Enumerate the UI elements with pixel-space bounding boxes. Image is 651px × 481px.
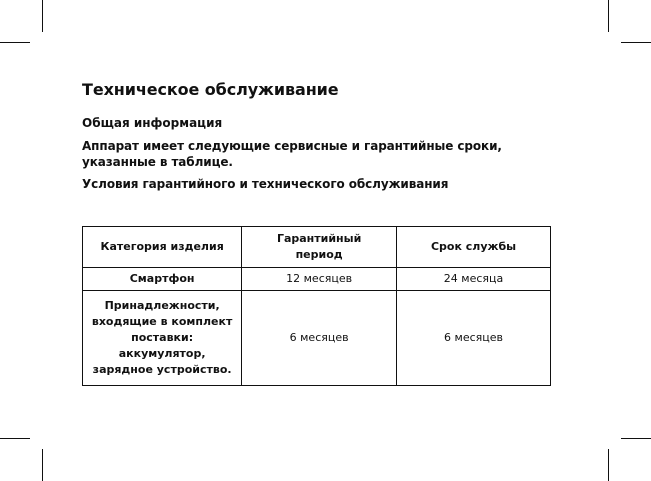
- crop-mark-top-right-horizontal: [621, 42, 651, 43]
- crop-mark-bottom-left-horizontal: [0, 438, 30, 439]
- cell-service-life: 24 месяца: [397, 268, 551, 291]
- cell-warranty: 12 месяцев: [242, 268, 397, 291]
- section-subtitle: Общая информация: [82, 116, 223, 130]
- cell-service-life: 6 месяцев: [397, 291, 551, 386]
- category-line: зарядное устройство.: [92, 363, 232, 376]
- page-title: Техническое обслуживание: [82, 80, 339, 99]
- intro-paragraph: Аппарат имеет следующие сервисные и гарантийные сроки, указанные в таблице.: [82, 139, 502, 169]
- crop-mark-bottom-left-vertical: [42, 449, 43, 481]
- crop-mark-top-left-vertical: [42, 0, 43, 32]
- category-line: входящие в комплект: [91, 315, 233, 328]
- crop-mark-top-right-vertical: [608, 0, 609, 32]
- header-warranty-period-text: Гарантийный период: [276, 232, 362, 261]
- crop-mark-bottom-right-horizontal: [621, 438, 651, 439]
- crop-mark-top-left-horizontal: [0, 42, 30, 43]
- crop-mark-bottom-right-vertical: [608, 449, 609, 481]
- category-line: поставки:: [131, 331, 194, 344]
- header-category: Категория изделия: [83, 227, 242, 268]
- category-line: Принадлежности,: [104, 299, 220, 312]
- category-line: Смартфон: [129, 272, 195, 285]
- cell-category: [83, 291, 242, 386]
- warranty-table: [82, 226, 551, 386]
- cell-category: [83, 268, 242, 291]
- table-header-row: [83, 227, 551, 268]
- table-row: [83, 268, 551, 291]
- cell-warranty: 6 месяцев: [242, 291, 397, 386]
- header-service-life: Срок службы: [397, 227, 551, 268]
- table-row: [83, 291, 551, 386]
- header-warranty-period: [242, 227, 397, 268]
- conditions-heading: Условия гарантийного и технического обслуживания: [82, 177, 449, 191]
- category-line: аккумулятор,: [118, 347, 206, 360]
